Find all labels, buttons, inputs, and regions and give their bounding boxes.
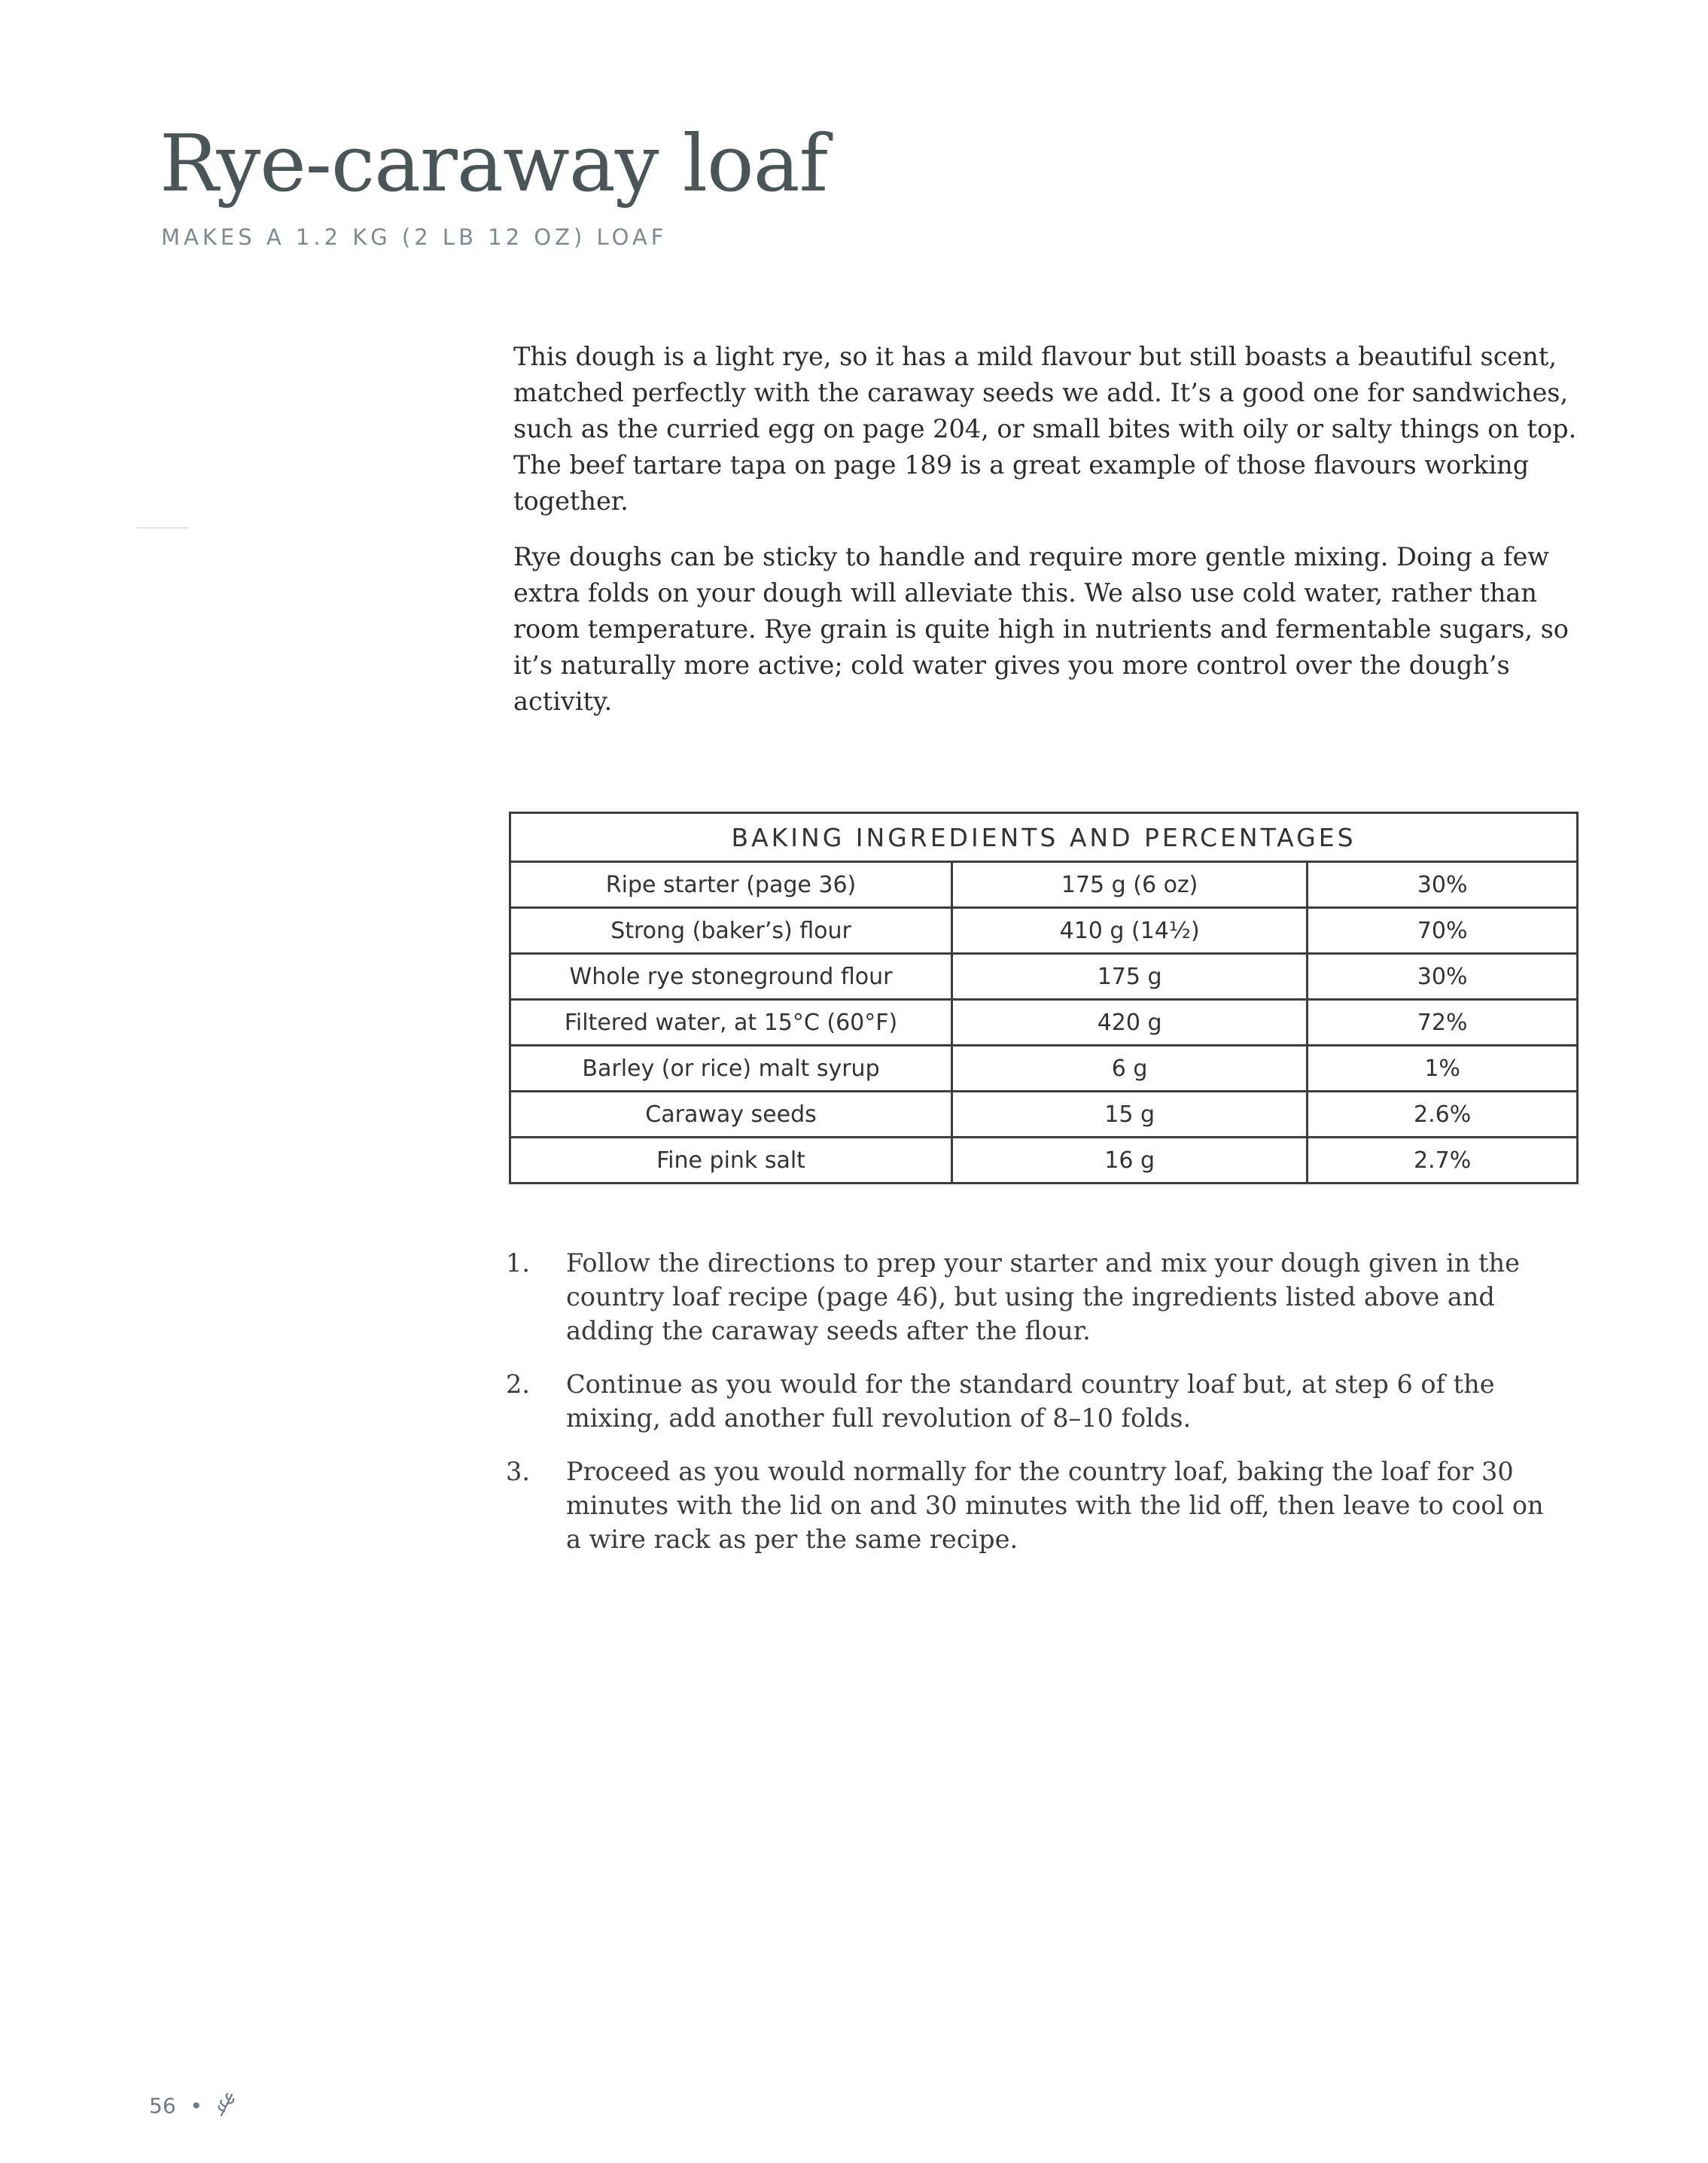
ingredient-cell: Barley (or rice) malt syrup [510,1046,952,1092]
percent-cell: 1% [1308,1046,1578,1092]
amount-cell: 15 g [952,1092,1308,1138]
method-steps [506,1246,1560,1576]
table-row [510,1046,1578,1092]
amount-cell: 16 g [952,1138,1308,1184]
ingredient-cell: Ripe starter (page 36) [510,862,952,908]
table-row [510,908,1578,954]
amount-cell: 175 g (6 oz) [952,862,1308,908]
page-folio [149,2091,236,2122]
ingredient-cell: Fine pink salt [510,1138,952,1184]
step-number: 1. [506,1248,530,1278]
table-row [510,1000,1578,1046]
intro-text [513,339,1582,739]
page-number: 56 [149,2093,176,2119]
method-step [506,1246,1560,1348]
table-row [510,862,1578,908]
amount-cell: 420 g [952,1000,1308,1046]
percent-cell: 2.6% [1308,1092,1578,1138]
page-title: Rye-caraway loaf [160,117,828,209]
intro-paragraph: This dough is a light rye, so it has a mild flavour but still boasts a beautiful scent, matched perfectly with the caraway seeds we add. It’s a good one for sandwiches, such as the curried egg on page 204, or small bites with oily or salty things on top. The beef tartare tapa on page 189 is a great example of those flavours working together. [513,342,1577,516]
step-text: Continue as you would for the standard country loaf but, at step 6 of the mixing, add another full revolution of 8–10 folds. [566,1369,1495,1433]
recipe-yield: MAKES A 1.2 KG (2 LB 12 OZ) LOAF [161,224,668,250]
ingredients-table [509,812,1579,1184]
ingredient-cell: Filtered water, at 15°C (60°F) [510,1000,952,1046]
amount-cell: 6 g [952,1046,1308,1092]
table-row [510,954,1578,1000]
percent-cell: 70% [1308,908,1578,954]
wheat-sprig-icon [217,2091,236,2122]
step-number: 2. [506,1369,530,1399]
ingredients-table-container [509,812,1579,1184]
step-number: 3. [506,1457,530,1486]
table-row [510,1138,1578,1184]
ingredient-cell: Whole rye stoneground flour [510,954,952,1000]
table-row [510,1092,1578,1138]
percent-cell: 2.7% [1308,1138,1578,1184]
percent-cell: 30% [1308,954,1578,1000]
method-step [506,1455,1560,1556]
table-header-row [510,813,1578,862]
ingredient-cell: Caraway seeds [510,1092,952,1138]
amount-cell: 175 g [952,954,1308,1000]
percent-cell: 30% [1308,862,1578,908]
folio-separator: • [190,2093,203,2119]
amount-cell: 410 g (14½) [952,908,1308,954]
table-title: BAKING INGREDIENTS AND PERCENTAGES [510,813,1578,862]
intro-paragraph: Rye doughs can be sticky to handle and require more gentle mixing. Doing a few extra folds on your dough will alleviate this. We also use cold water, rather than room temperature. Rye grain is quite high in nutrients and fermentable sugars, so it’s naturally more active; cold water gives you more control over the dough’s activity. [513,542,1569,716]
percent-cell: 72% [1308,1000,1578,1046]
ingredient-cell: Strong (baker’s) flour [510,908,952,954]
step-text: Proceed as you would normally for the country loaf, baking the loaf for 30 minutes with the lid on and 30 minutes with the lid off, then leave to cool on a wire rack as per the same recipe. [566,1457,1544,1554]
method-step [506,1367,1560,1435]
step-text: Follow the directions to prep your starter and mix your dough given in the country loaf recipe (page 46), but using the ingredients listed above and adding the caraway seeds after the flour. [566,1248,1520,1345]
margin-divider [135,527,188,529]
